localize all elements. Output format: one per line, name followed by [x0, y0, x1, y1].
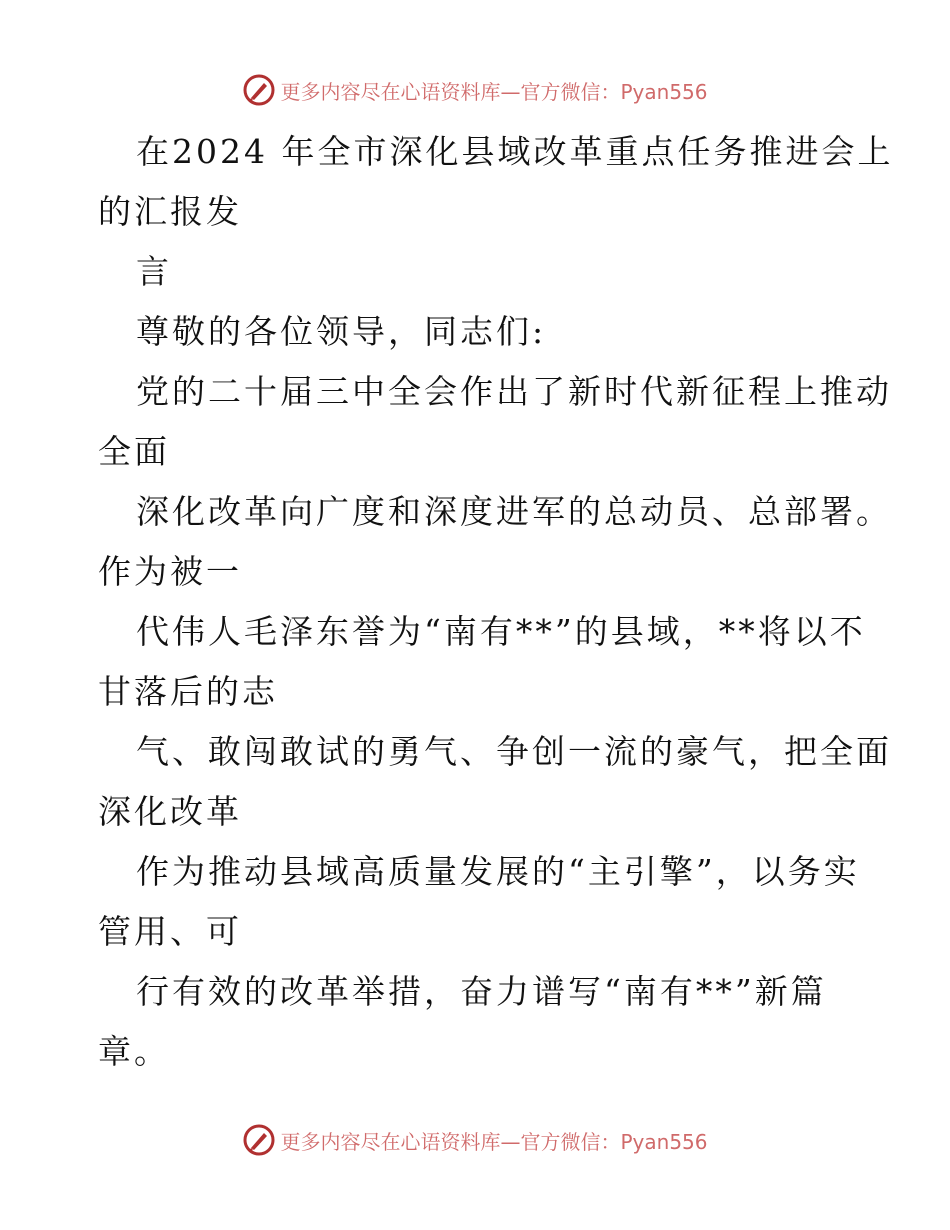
paragraph-line: 行有效的改革举措，奋力谱写“南有**”新篇: [136, 972, 827, 1011]
paragraph-line: 深化改革向广度和深度进军的总动员、总部署。: [136, 492, 892, 531]
paragraph-line: 甘落后的志: [98, 672, 278, 711]
paragraph-line: 作为被一: [98, 552, 242, 591]
title-line-2: 的汇报发: [98, 192, 242, 231]
header-banner-text: 更多内容尽在心语资料库—官方微信：Pyan556: [280, 79, 708, 104]
title-line-3: 言: [136, 252, 172, 291]
header-banner: [0, 70, 950, 110]
document-body: [98, 122, 894, 1082]
paragraph-line: 全面: [98, 432, 170, 471]
paragraph-line: 气、敢闯敢试的勇气、争创一流的豪气，把全面: [136, 732, 892, 771]
paragraph-line: 党的二十届三中全会作出了新时代新征程上推动: [136, 372, 892, 411]
pen-logo-icon: [242, 1123, 276, 1157]
paragraph-line: 深化改革: [98, 792, 242, 831]
paragraph-line: 管用、可: [98, 912, 242, 951]
pen-logo-icon: [242, 73, 276, 107]
salutation: 尊敬的各位领导，同志们:: [136, 312, 547, 351]
paragraph-line: 作为推动县域高质量发展的“主引擎”，以务实: [136, 852, 860, 891]
paragraph-line: 代伟人毛泽东誉为“南有**”的县域，**将以不: [136, 612, 866, 651]
paragraph-line: 章。: [98, 1032, 170, 1071]
title-line-1: 在2024 年全市深化县域改革重点任务推进会上: [136, 132, 894, 171]
footer-banner: [0, 1120, 950, 1160]
footer-banner-text: 更多内容尽在心语资料库—官方微信：Pyan556: [280, 1129, 708, 1154]
